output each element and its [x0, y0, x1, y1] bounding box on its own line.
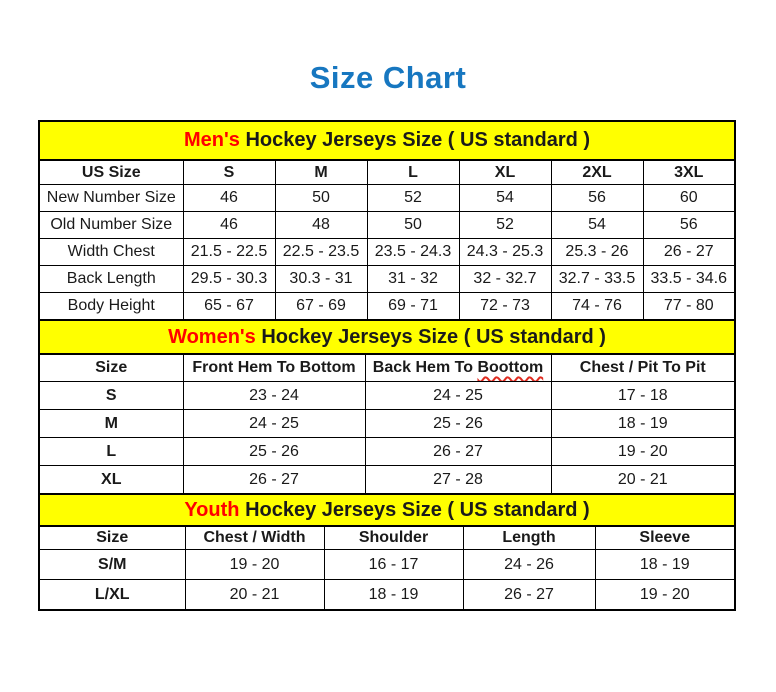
cell: 24 - 25: [183, 410, 365, 438]
cell: 18 - 19: [595, 550, 735, 580]
cell: 26 - 27: [463, 580, 595, 611]
cell: 25.3 - 26: [551, 239, 643, 266]
mens-col-header: XL: [459, 160, 551, 185]
cell: 24.3 - 25.3: [459, 239, 551, 266]
cell: 32 - 32.7: [459, 266, 551, 293]
womens-band-text: Hockey Jerseys Size ( US standard ): [261, 325, 606, 348]
womens-col-header: [365, 354, 551, 382]
cell: 30.3 - 31: [275, 266, 367, 293]
mens-band-row: [39, 121, 735, 160]
row-label: L/XL: [39, 580, 185, 611]
womens-col-header: Chest / Pit To Pit: [551, 354, 735, 382]
cell: 50: [275, 185, 367, 212]
cell: 20 - 21: [185, 580, 324, 611]
cell: 56: [643, 212, 735, 239]
youth-band-accent: Youth: [184, 498, 240, 521]
youth-col-header: Sleeve: [595, 526, 735, 550]
mens-band: [39, 121, 735, 160]
cell: 54: [551, 212, 643, 239]
cell: 19 - 20: [185, 550, 324, 580]
cell: 26 - 27: [365, 438, 551, 466]
youth-band: [39, 494, 735, 526]
cell: 20 - 21: [551, 466, 735, 495]
row-label: Old Number Size: [39, 212, 183, 239]
cell: 18 - 19: [551, 410, 735, 438]
womens-col-header: Front Hem To Bottom: [183, 354, 365, 382]
womens-header-row: [39, 354, 735, 382]
table-row: [39, 185, 735, 212]
row-label: Back Length: [39, 266, 183, 293]
cell: 27 - 28: [365, 466, 551, 495]
row-label: Body Height: [39, 293, 183, 321]
table-row: [39, 410, 735, 438]
table-row: [39, 266, 735, 293]
youth-col-header: Chest / Width: [185, 526, 324, 550]
cell: 67 - 69: [275, 293, 367, 321]
mens-col-header: 2XL: [551, 160, 643, 185]
mens-col-header: S: [183, 160, 275, 185]
womens-band: [39, 320, 735, 354]
youth-header-row: [39, 526, 735, 550]
youth-band-row: [39, 494, 735, 526]
cell: 26 - 27: [183, 466, 365, 495]
womens-size-table: [38, 319, 736, 495]
cell: 54: [459, 185, 551, 212]
row-label: New Number Size: [39, 185, 183, 212]
cell: 19 - 20: [595, 580, 735, 611]
row-label: M: [39, 410, 183, 438]
youth-col-header: Size: [39, 526, 185, 550]
mens-col-header: 3XL: [643, 160, 735, 185]
womens-col-header: Size: [39, 354, 183, 382]
cell: 24 - 26: [463, 550, 595, 580]
cell: 22.5 - 23.5: [275, 239, 367, 266]
mens-band-accent: Men's: [183, 129, 240, 151]
mens-col-header: L: [367, 160, 459, 185]
cell: 74 - 76: [551, 293, 643, 321]
row-label: Width Chest: [39, 239, 183, 266]
mens-size-table: [38, 120, 736, 321]
mens-col-header: M: [275, 160, 367, 185]
cell: 29.5 - 30.3: [183, 266, 275, 293]
row-label: XL: [39, 466, 183, 495]
youth-band-text: Hockey Jerseys Size ( US standard ): [245, 498, 590, 521]
row-label: S: [39, 382, 183, 410]
row-label: S/M: [39, 550, 185, 580]
womens-col-header-misspelling: Boottom: [477, 359, 544, 376]
table-row: [39, 438, 735, 466]
row-label: L: [39, 438, 183, 466]
cell: 52: [459, 212, 551, 239]
womens-col-header-text: Back Hem To: [372, 359, 473, 376]
cell: 50: [367, 212, 459, 239]
mens-col-header: US Size: [39, 160, 183, 185]
cell: 46: [183, 212, 275, 239]
cell: 77 - 80: [643, 293, 735, 321]
womens-band-accent: Women's: [168, 325, 256, 348]
womens-band-row: [39, 320, 735, 354]
table-row: [39, 580, 735, 611]
cell: 23.5 - 24.3: [367, 239, 459, 266]
cell: 60: [643, 185, 735, 212]
youth-col-header: Length: [463, 526, 595, 550]
cell: 52: [367, 185, 459, 212]
page-title: Size Chart: [309, 60, 467, 95]
mens-band-text: Hockey Jerseys Size ( US standard ): [245, 129, 591, 151]
cell: 33.5 - 34.6: [643, 266, 735, 293]
cell: 18 - 19: [324, 580, 463, 611]
cell: 31 - 32: [367, 266, 459, 293]
cell: 19 - 20: [551, 438, 735, 466]
cell: 48: [275, 212, 367, 239]
table-row: [39, 239, 735, 266]
cell: 17 - 18: [551, 382, 735, 410]
mens-header-row: [39, 160, 735, 185]
cell: 56: [551, 185, 643, 212]
cell: 25 - 26: [365, 410, 551, 438]
cell: 32.7 - 33.5: [551, 266, 643, 293]
cell: 69 - 71: [367, 293, 459, 321]
cell: 24 - 25: [365, 382, 551, 410]
cell: 26 - 27: [643, 239, 735, 266]
size-tables: [38, 120, 735, 611]
youth-col-header: Shoulder: [324, 526, 463, 550]
table-row: [39, 550, 735, 580]
table-row: [39, 293, 735, 321]
cell: 72 - 73: [459, 293, 551, 321]
cell: 25 - 26: [183, 438, 365, 466]
cell: 65 - 67: [183, 293, 275, 321]
table-row: [39, 212, 735, 239]
cell: 21.5 - 22.5: [183, 239, 275, 266]
table-row: [39, 466, 735, 495]
table-row: [39, 382, 735, 410]
cell: 16 - 17: [324, 550, 463, 580]
youth-size-table: [38, 493, 736, 611]
cell: 23 - 24: [183, 382, 365, 410]
cell: 46: [183, 185, 275, 212]
